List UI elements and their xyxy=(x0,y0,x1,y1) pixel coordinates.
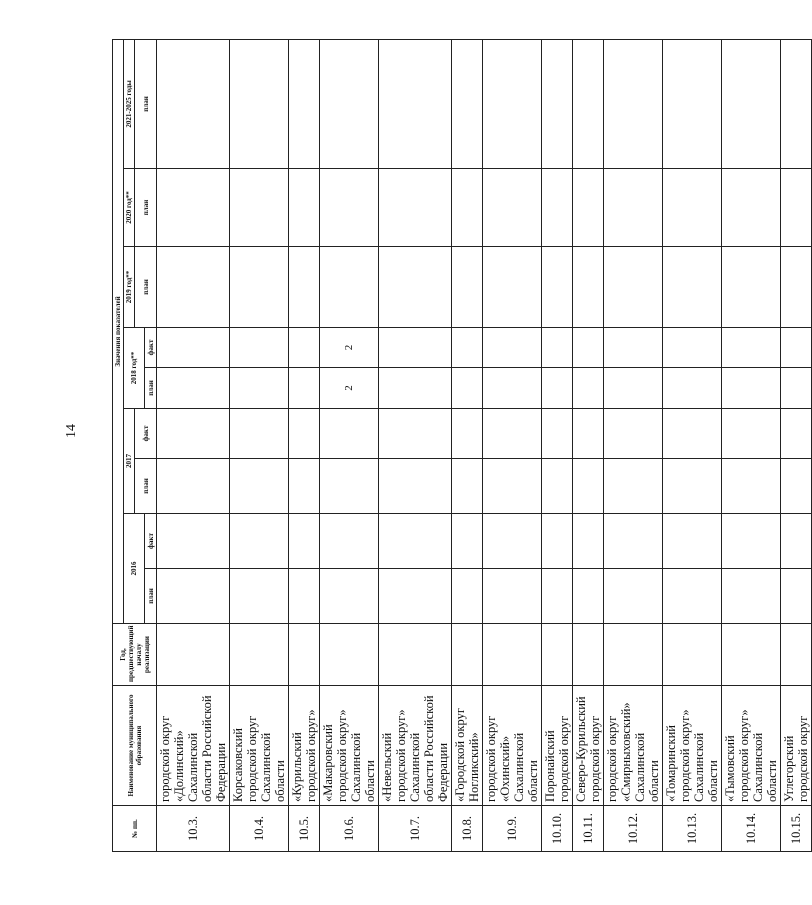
row-2018-fact xyxy=(230,328,289,368)
row-2017-plan xyxy=(663,459,722,514)
header-2018-fact: факт xyxy=(145,328,157,368)
row-2018-plan xyxy=(230,368,289,409)
table-row xyxy=(604,39,663,851)
row-2018-fact xyxy=(157,328,230,368)
row-2016-plan xyxy=(781,569,812,624)
header-2019-plan: план xyxy=(135,247,157,328)
row-2018-fact xyxy=(542,328,573,368)
row-2020-plan xyxy=(573,169,604,247)
row-2016-plan xyxy=(289,569,320,624)
table-row xyxy=(722,39,781,851)
row-prev-year xyxy=(452,624,483,686)
row-2017-plan xyxy=(452,459,483,514)
row-2018-plan: 2 xyxy=(320,368,379,409)
row-prev-year xyxy=(289,624,320,686)
row-2017-plan xyxy=(604,459,663,514)
row-municipality: «Невельский городской округ» Сахалинской области Российской Федерации xyxy=(379,686,452,806)
row-num: 10.4. xyxy=(230,806,289,852)
row-2017-fact xyxy=(573,409,604,459)
row-municipality: «Курильский городской округ» xyxy=(289,686,320,806)
row-2017-plan xyxy=(573,459,604,514)
row-2017-fact xyxy=(722,409,781,459)
row-2018-fact xyxy=(289,328,320,368)
row-2020-plan xyxy=(452,169,483,247)
table-row xyxy=(483,39,542,851)
row-prev-year xyxy=(604,624,663,686)
row-2018-fact xyxy=(483,328,542,368)
row-municipality: городской округ «Долинский» Сахалинской области Российской Федерации xyxy=(157,686,230,806)
table-row xyxy=(379,39,452,851)
row-2019-plan xyxy=(320,247,379,328)
row-2019-plan xyxy=(483,247,542,328)
row-2016-fact xyxy=(542,514,573,569)
row-2018-plan xyxy=(781,368,812,409)
row-2020-plan xyxy=(483,169,542,247)
row-prev-year xyxy=(320,624,379,686)
table-row xyxy=(573,39,604,851)
row-2021-2025-plan xyxy=(320,39,379,168)
header-year-2021-2025: 2021-2025 годы xyxy=(124,39,135,168)
row-2018-fact xyxy=(573,328,604,368)
row-prev-year xyxy=(722,624,781,686)
header-2021-2025-plan: план xyxy=(135,39,157,168)
header-2017-fact: факт xyxy=(135,409,157,459)
row-2017-plan xyxy=(781,459,812,514)
row-2018-plan xyxy=(663,368,722,409)
table-row xyxy=(320,39,379,851)
header-2020-plan: план xyxy=(135,169,157,247)
row-num: 10.7. xyxy=(379,806,452,852)
row-2018-plan xyxy=(379,368,452,409)
row-prev-year xyxy=(230,624,289,686)
row-2017-fact xyxy=(157,409,230,459)
row-2020-plan xyxy=(781,169,812,247)
row-2021-2025-plan xyxy=(722,39,781,168)
row-2016-plan xyxy=(230,569,289,624)
header-year-2020: 2020 год** xyxy=(124,169,135,247)
row-2017-fact xyxy=(604,409,663,459)
row-2016-fact xyxy=(289,514,320,569)
row-2019-plan xyxy=(573,247,604,328)
row-2016-plan xyxy=(157,569,230,624)
row-2017-plan xyxy=(722,459,781,514)
row-2019-plan xyxy=(781,247,812,328)
indicators-table-container xyxy=(112,40,810,852)
row-prev-year xyxy=(542,624,573,686)
row-num: 10.11. xyxy=(573,806,604,852)
row-2017-fact xyxy=(781,409,812,459)
row-municipality: Северо-Курильский городской округ xyxy=(573,686,604,806)
row-num: 10.9. xyxy=(483,806,542,852)
row-prev-year xyxy=(157,624,230,686)
row-2016-fact xyxy=(379,514,452,569)
row-2021-2025-plan xyxy=(379,39,452,168)
row-2017-plan xyxy=(289,459,320,514)
row-2018-plan xyxy=(452,368,483,409)
row-2017-fact xyxy=(289,409,320,459)
row-num: 10.5. xyxy=(289,806,320,852)
row-2020-plan xyxy=(379,169,452,247)
indicators-table xyxy=(112,39,812,852)
row-2016-fact xyxy=(157,514,230,569)
table-row xyxy=(781,39,812,851)
row-2018-fact xyxy=(379,328,452,368)
row-2016-fact xyxy=(483,514,542,569)
row-municipality: Корсаковский городской округ Сахалинской области xyxy=(230,686,289,806)
header-2016-fact: факт xyxy=(145,514,157,569)
header-indicators: Значения показателей xyxy=(113,39,124,623)
row-2020-plan xyxy=(320,169,379,247)
row-num: 10.3. xyxy=(157,806,230,852)
row-2018-plan xyxy=(542,368,573,409)
row-2016-fact xyxy=(230,514,289,569)
row-2017-plan xyxy=(157,459,230,514)
row-2021-2025-plan xyxy=(157,39,230,168)
row-2016-plan xyxy=(483,569,542,624)
row-2018-fact xyxy=(781,328,812,368)
row-2018-fact xyxy=(722,328,781,368)
row-2021-2025-plan xyxy=(483,39,542,168)
row-2017-fact xyxy=(379,409,452,459)
row-2017-plan xyxy=(379,459,452,514)
row-2018-plan xyxy=(289,368,320,409)
row-municipality: «Тымовский городской округ» Сахалинской области xyxy=(722,686,781,806)
row-num: 10.8. xyxy=(452,806,483,852)
row-2016-plan xyxy=(722,569,781,624)
table-header xyxy=(113,39,157,851)
header-2016-plan: план xyxy=(145,569,157,624)
header-year-2018: 2018 год** xyxy=(124,328,145,409)
table-row xyxy=(289,39,320,851)
row-2020-plan xyxy=(722,169,781,247)
row-2021-2025-plan xyxy=(573,39,604,168)
row-2019-plan xyxy=(157,247,230,328)
row-2017-fact xyxy=(483,409,542,459)
row-2019-plan xyxy=(289,247,320,328)
row-2016-fact xyxy=(663,514,722,569)
header-prev-year: Год, предшествующий началу реализации xyxy=(113,624,157,686)
row-num: 10.13. xyxy=(663,806,722,852)
row-2020-plan xyxy=(604,169,663,247)
row-prev-year xyxy=(379,624,452,686)
table-body xyxy=(157,39,812,851)
row-2017-fact xyxy=(230,409,289,459)
row-municipality: городской округ «Охинский» Сахалинской области xyxy=(483,686,542,806)
table-row xyxy=(663,39,722,851)
row-2018-plan xyxy=(483,368,542,409)
row-2018-plan xyxy=(573,368,604,409)
row-num: 10.12. xyxy=(604,806,663,852)
row-2016-fact xyxy=(604,514,663,569)
row-2021-2025-plan xyxy=(452,39,483,168)
header-2017-plan: план xyxy=(135,459,157,514)
row-num: 10.14. xyxy=(722,806,781,852)
header-year-2019: 2019 год** xyxy=(124,247,135,328)
row-num: 10.10. xyxy=(542,806,573,852)
row-2017-fact xyxy=(663,409,722,459)
row-2020-plan xyxy=(289,169,320,247)
row-2021-2025-plan xyxy=(230,39,289,168)
row-num: 10.15. xyxy=(781,806,812,852)
row-2016-plan xyxy=(452,569,483,624)
row-prev-year xyxy=(781,624,812,686)
header-municipality: Наименование муниципального образования xyxy=(113,686,157,806)
row-2018-fact xyxy=(452,328,483,368)
row-2019-plan xyxy=(663,247,722,328)
row-2019-plan xyxy=(230,247,289,328)
row-municipality: «Томаринский городской округ» Сахалинской области xyxy=(663,686,722,806)
row-2020-plan xyxy=(542,169,573,247)
row-2018-fact: 2 xyxy=(320,328,379,368)
row-2018-fact xyxy=(604,328,663,368)
row-2019-plan xyxy=(722,247,781,328)
row-2017-fact xyxy=(542,409,573,459)
row-prev-year xyxy=(483,624,542,686)
row-prev-year xyxy=(573,624,604,686)
table-row xyxy=(230,39,289,851)
header-year-2017: 2017 xyxy=(124,409,135,514)
row-2016-plan xyxy=(320,569,379,624)
page-number: 14 xyxy=(64,424,79,438)
row-2016-plan xyxy=(604,569,663,624)
row-municipality: Углегорский городской округ xyxy=(781,686,812,806)
row-2021-2025-plan xyxy=(663,39,722,168)
table-row xyxy=(452,39,483,851)
row-2016-plan xyxy=(573,569,604,624)
row-2021-2025-plan xyxy=(542,39,573,168)
row-2016-plan xyxy=(379,569,452,624)
row-2020-plan xyxy=(230,169,289,247)
row-municipality: «Городской округ Ногликский» xyxy=(452,686,483,806)
row-2019-plan xyxy=(604,247,663,328)
row-municipality: «Макаровский городской округ» Сахалинской области xyxy=(320,686,379,806)
header-2018-plan: план xyxy=(145,368,157,409)
row-2020-plan xyxy=(157,169,230,247)
row-2017-fact xyxy=(320,409,379,459)
row-2016-fact xyxy=(452,514,483,569)
row-2016-fact xyxy=(320,514,379,569)
row-2017-plan xyxy=(230,459,289,514)
row-2021-2025-plan xyxy=(289,39,320,168)
row-2019-plan xyxy=(542,247,573,328)
row-2017-plan xyxy=(320,459,379,514)
row-2016-fact xyxy=(781,514,812,569)
row-2021-2025-plan xyxy=(604,39,663,168)
row-municipality: городской округ «Смирныховский» Сахалинской области xyxy=(604,686,663,806)
row-num: 10.6. xyxy=(320,806,379,852)
row-2016-fact xyxy=(573,514,604,569)
row-2021-2025-plan xyxy=(781,39,812,168)
row-municipality: Поронайский городской округ xyxy=(542,686,573,806)
row-2018-fact xyxy=(663,328,722,368)
table-row xyxy=(542,39,573,851)
row-2017-plan xyxy=(483,459,542,514)
row-2020-plan xyxy=(663,169,722,247)
row-2016-fact xyxy=(722,514,781,569)
row-2016-plan xyxy=(663,569,722,624)
row-2018-plan xyxy=(604,368,663,409)
table-row xyxy=(157,39,230,851)
row-2016-plan xyxy=(542,569,573,624)
row-2018-plan xyxy=(722,368,781,409)
header-num: № пп. xyxy=(113,806,157,852)
row-2017-fact xyxy=(452,409,483,459)
row-2019-plan xyxy=(452,247,483,328)
row-prev-year xyxy=(663,624,722,686)
row-2019-plan xyxy=(379,247,452,328)
row-2017-plan xyxy=(542,459,573,514)
header-year-2016: 2016 xyxy=(124,514,145,624)
row-2018-plan xyxy=(157,368,230,409)
